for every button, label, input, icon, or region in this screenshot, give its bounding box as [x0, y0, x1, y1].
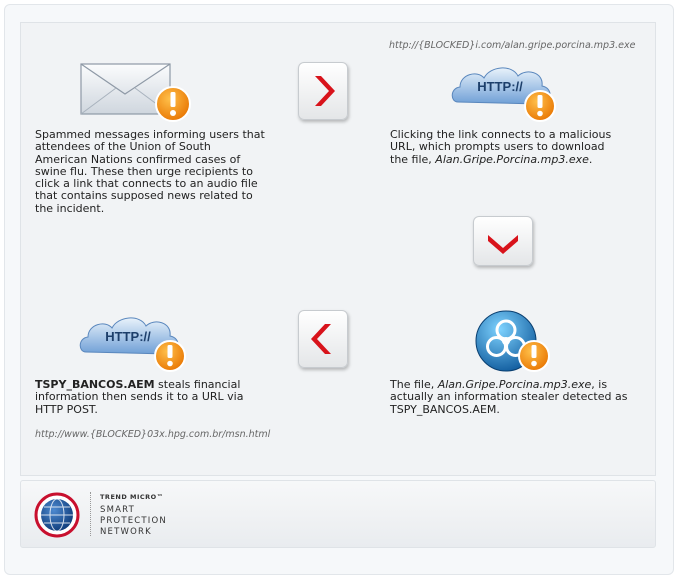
chevron-right-icon — [299, 63, 347, 119]
chevron-left-icon — [299, 311, 347, 367]
arrow-right-button — [298, 62, 348, 120]
malicious-url-top: http://{BLOCKED}i.com/alan.gripe.porcina.mp3.exe — [389, 40, 636, 51]
step4-malware-name: TSPY_BANCOS.AEM — [35, 378, 155, 391]
http-cloud-warning-icon — [450, 62, 560, 124]
arrow-down-button — [473, 216, 533, 266]
logo-line-smart: SMART — [100, 505, 136, 515]
arrow-left-button — [298, 310, 348, 368]
cloud-label-2: HTTP:// — [105, 329, 151, 344]
biohazard-warning-icon — [474, 310, 554, 376]
step2-filename: Alan.Gripe.Porcina.mp3.exe — [435, 152, 589, 166]
trend-micro-globe-logo — [34, 492, 80, 538]
cloud-label: HTTP:// — [477, 79, 523, 94]
step4-description: TSPY_BANCOS.AEM steals financial information then sends it to a URL via HTTP POST. — [35, 378, 244, 416]
step3-description: The file, Alan.Gripe.Porcina.mp3.exe, is actually an information stealer detected as TSPY_BANCOS.AEM. — [390, 378, 628, 416]
step2-description: Clicking the link connects to a malicious URL, which prompts users to download the file, Alan.Gripe.Porcina.mp3.exe. — [390, 128, 612, 166]
logo-brand: TREND MICRO™ — [100, 493, 164, 501]
chevron-down-icon — [474, 217, 532, 265]
logo-line-network: NETWORK — [100, 527, 152, 537]
step1-description: Spammed messages informing users that attendees of the Union of South American Nations confirmed cases of swine flu. These then urge recipients to click a link that connects to an audio file that contains supposed news related to the incident. — [35, 128, 265, 215]
http-cloud-warning-icon-2 — [78, 310, 188, 374]
logo-line-protection: PROTECTION — [100, 516, 167, 526]
step3-filename: Alan.Gripe.Porcina.mp3.exe — [437, 378, 592, 391]
envelope-warning-icon — [80, 62, 195, 124]
logo-divider — [90, 492, 92, 536]
malicious-url-bottom: http://www.{BLOCKED}03x.hpg.com.br/msn.html — [35, 429, 271, 440]
